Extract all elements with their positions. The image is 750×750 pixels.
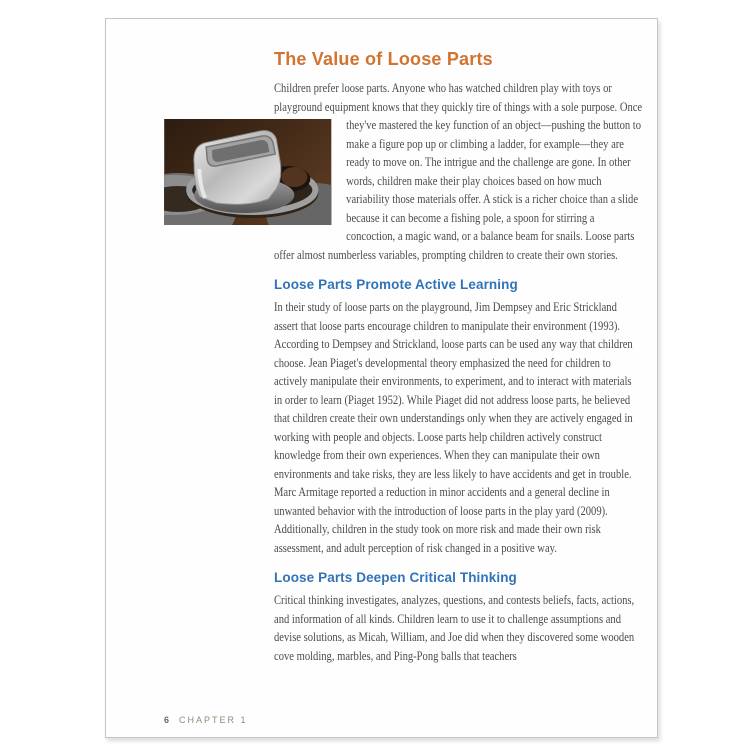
book-page	[105, 18, 658, 738]
section-body-critical-thinking: Critical thinking investigates, analyzes, questions, and contests beliefs, facts, actions, and information of all kinds. Children learn to use it to challenge assumptions and devise solutions, as Micah, William, and Joe did when they discovered some wooden cove molding, marbles, and Ping-Pong balls that teachers	[274, 593, 635, 663]
loose-parts-photo	[164, 119, 331, 225]
section-heading-active-learning: Loose Parts Promote Active Learning	[274, 277, 518, 292]
intro-paragraph-text: Children prefer loose parts. Anyone who has watched children play with toys or playground equipment knows that they quickly tire of things with a sole purpose. Once they've mastered the key function of an object—pushing the button to make a figure pop up or climbing a ladder, for example—they are ready to move on. The intrigue and the challenge are gone. In other words, children make their play choices based on how much variability those materials offer. A stick is a richer choice than a slide because it can become a fishing pole, a spoon for stirring a concoction, a magic wand, or a balance beam for snails. Loose parts offer almost numberless variables, prompting children to create their own stories.	[274, 81, 643, 262]
metal-object-photo-illustration	[164, 119, 331, 225]
page-title: The Value of Loose Parts	[274, 49, 493, 69]
page-footer	[164, 715, 248, 725]
intro-paragraph	[274, 79, 642, 264]
page-number: 6	[164, 715, 172, 725]
chapter-label: CHAPTER 1	[179, 715, 248, 725]
section-heading-critical-thinking: Loose Parts Deepen Critical Thinking	[274, 570, 517, 585]
section-body-active-learning: In their study of loose parts on the playground, Jim Dempsey and Eric Strickland assert that loose parts encourage children to manipulate their environment (1993). According to Dempsey and Strickland, loose parts can be used any way that children choose. Jean Piaget's developmental theory emphasized the need for children to actively manipulate their environments, to experiment, and to interact with materials in order to learn (Piaget 1952). While Piaget did not address loose parts, he believed that children create their own understandings only when they are actively engaged in working with people and objects. Loose parts help children actively construct knowledge from their own experiences. When they can manipulate their own environments and take risks, they are less likely to have accidents and get in trouble. Marc Armitage reported a reduction in minor accidents and a general decline in unwanted behavior with the introduction of loose parts in the play yard (2009). Additionally, children in the study took on more risk and made their own risk assessment, and adult perception of risk changed in a positive way.	[274, 300, 633, 555]
page-content	[274, 49, 642, 665]
